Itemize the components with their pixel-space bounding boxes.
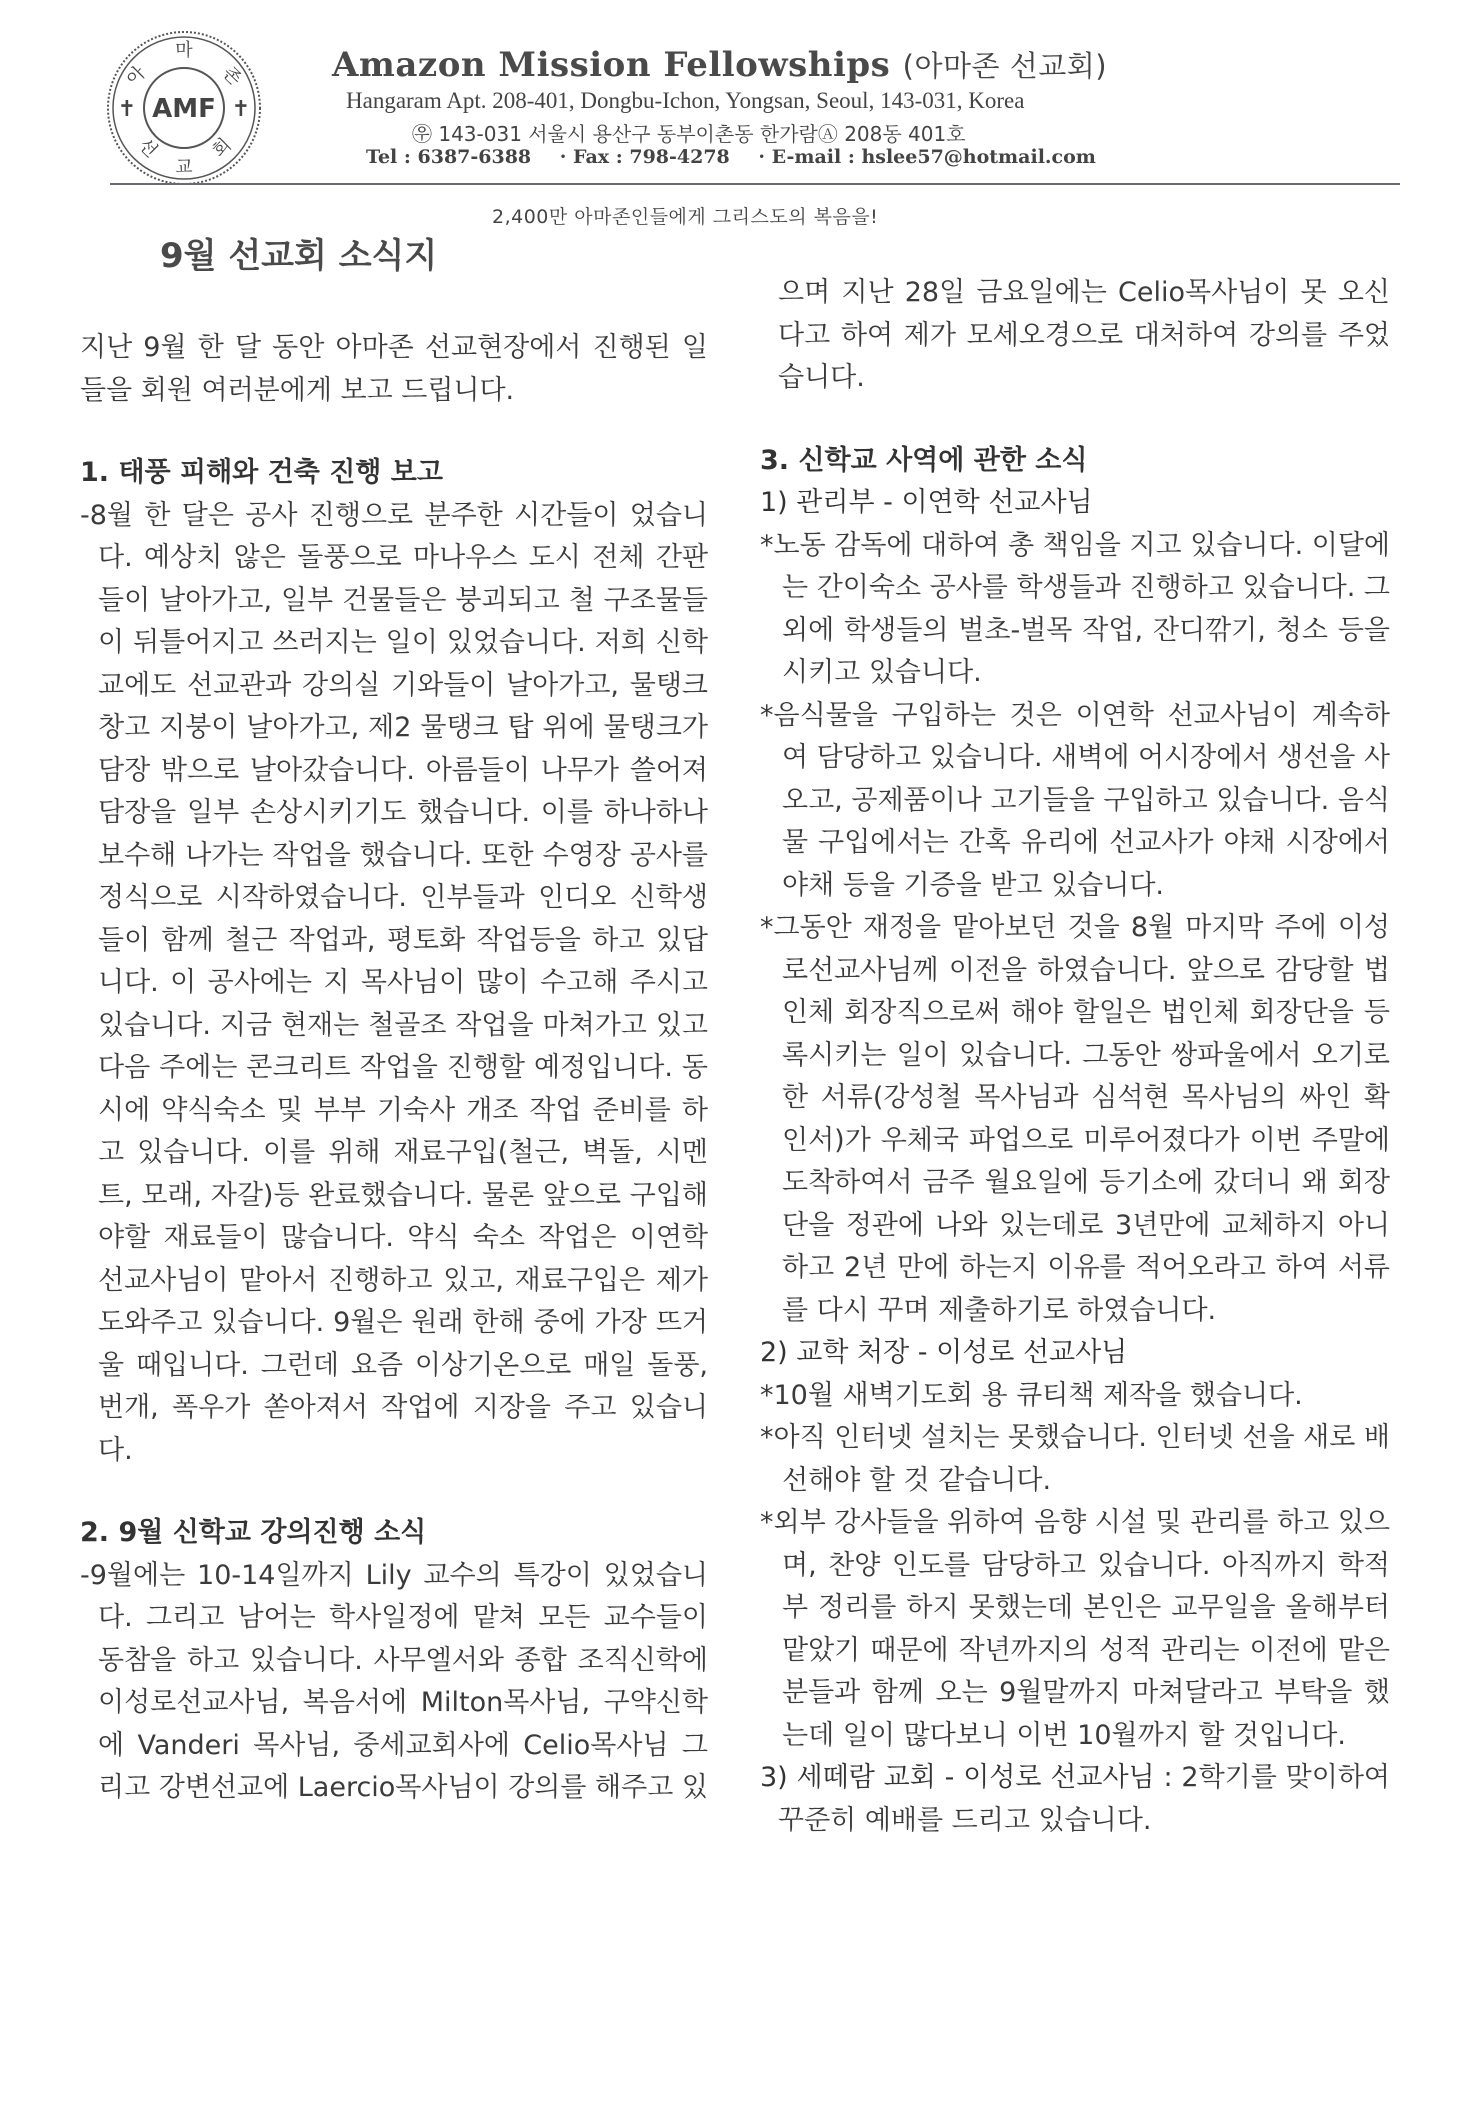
bullet-item: *음식물을 구입하는 것은 이연학 선교사님이 계속하여 담당하고 있습니다. 새벽에 어시장에서 생선을 사오고, 공제품이나 고기들을 구입하고 있습니다. 음식물 구입에서는 간혹 유리에 선교사가 야채 시장에서 야채 등을 기증을 받고 있습니다. <box>760 699 1390 901</box>
address-korean: ㉾ 143-031 서울시 용산구 동부이촌동 한가람Ⓐ 208동 401호 <box>412 122 966 146</box>
amf-seal-logo <box>104 28 264 188</box>
organization-name-en: Amazon Mission Fellowships <box>332 45 891 85</box>
svg-text:교: 교 <box>175 157 193 178</box>
svg-text:존: 존 <box>218 62 246 90</box>
organization-name <box>332 44 1107 85</box>
cross-icon: ✝ <box>117 97 137 122</box>
bullet-item: *외부 강사들을 위하여 음향 시설 및 관리를 하고 있으며, 찬양 인도를 담당하고 있습니다. 아직까지 학적부 정리를 하지 못했는데 본인은 교무일을 올해부터 맡았기 때문에 작년까지의 성적 관리는 이전에 맡은 분들과 함께 오는 9월말까지 마쳐달라고 부탁을 했는데 일이 많다보니 이번 10월까지 할 것입니다. <box>760 1507 1390 1751</box>
intro-paragraph: 지난 9월 한 달 동안 아마존 선교현장에서 진행된 일들을 회원 여러분에게 보고 드립니다. <box>80 332 708 406</box>
right-column <box>760 272 1390 1842</box>
subsection-heading-academic: 2) 교학 처장 - 이성로 선교사님 <box>760 1337 1128 1368</box>
subsection-church <box>760 1757 1390 1842</box>
svg-text:회: 회 <box>208 134 236 162</box>
cross-icon: ✝ <box>231 97 251 122</box>
svg-text:아: 아 <box>122 62 150 90</box>
bullet-item: *아직 인터넷 설치는 못했습니다. 인터넷 선을 새로 배선해야 할 것 같습니다. <box>760 1422 1390 1496</box>
email-address: · E-mail : hslee57@hotmail.com <box>758 146 1096 168</box>
section-body-2: -9월에는 10-14일까지 Lily 교수의 특강이 있었습니다. 그리고 남어는 학사일정에 맡쳐 모든 교수들이 동참을 하고 있습니다. 사무엘서와 종합 조직신학에 이성로선교사님, 복음서에 Milton목사님, 구약신학에 Vanderi 목사님, 중세교회사에 Celio목사님 그리고 강변선교에 Laercio목사님이 강의를 해주고 있 <box>80 1559 708 1803</box>
seal-center-text: AMF <box>152 94 216 124</box>
svg-text:마: 마 <box>175 40 193 61</box>
header-divider <box>110 183 1400 185</box>
subsection-heading-management: 1) 관리부 - 이연학 선교사님 <box>760 487 1093 518</box>
newsletter-title: 9월 선교회 소식지 <box>160 236 438 276</box>
organization-name-kr: (아마존 선교회) <box>902 49 1108 83</box>
section-heading-3: 3. 신학교 사역에 관한 소식 <box>760 444 1088 476</box>
section-body-2-continued: 으며 지난 28일 금요일에는 Celio목사님이 못 오신다고 하여 제가 모세오경으로 대처하여 강의를 주었습니다. <box>778 277 1390 393</box>
svg-text:선: 선 <box>134 134 162 162</box>
contact-line <box>366 146 1118 168</box>
bullet-item: *노동 감독에 대하여 총 책임을 지고 있습니다. 이달에는 간이숙소 공사를 학생들과 진행하고 있습니다. 그 외에 학생들의 벌초-벌목 작업, 잔디깎기, 청소 등을 시키고 있습니다. <box>760 529 1390 688</box>
letterhead <box>0 0 1468 190</box>
subsection-heading-church: 3) 세떼람 교회 - 이성로 선교사님 <box>760 1762 1155 1793</box>
bullet-item: *10월 새벽기도회 용 큐티책 제작을 했습니다. <box>760 1379 1303 1411</box>
left-column <box>80 327 708 1810</box>
address-english: Hangaram Apt. 208-401, Dongbu-Ichon, Yongsan, Seoul, 143-031, Korea <box>346 88 1025 113</box>
telephone: Tel : 6387-6388 <box>366 146 532 168</box>
slogan: 2,400만 아마존인들에게 그리스도의 복음을! <box>492 206 879 228</box>
section-heading-2: 2. 9월 신학교 강의진행 소식 <box>80 1517 427 1548</box>
fax: · Fax : 798-4278 <box>559 146 730 168</box>
section-body-1: -8월 한 달은 공사 진행으로 분주한 시간들이 었습니다. 예상치 않은 돌풍으로 마나우스 도시 전체 간판들이 날아가고, 일부 건물들은 붕괴되고 철 구조물들이 뒤틀어지고 쓰러지는 일이 있었습니다. 저희 신학교에도 선교관과 강의실 기와들이 날아가고, 물탱크 창고 지붕이 날아가고, 제2 물탱크 탑 위에 물탱크가 담장 밖으로 날아갔습니다. 아름들이 나무가 쓸어져 담장을 일부 손상시키기도 했습니다. 이를 하나하나 보수해 나가는 작업을 했습니다. 또한 수영장 공사를 정식으로 시작하였습니다. 인부들과 인디오 신학생들이 함께 철근 작업과, 평토화 작업등을 하고 있답니다. 이 공사에는 지 목사님이 많이 수고해 주시고 있습니다. 지금 현재는 철골조 작업을 마쳐가고 있고 다음 주에는 콘크리트 작업을 진행할 예정입니다. 동시에 약식숙소 및 부부 기숙사 개조 작업 준비를 하고 있습니다. 이를 위해 재료구입(철근, 벽돌, 시멘트, 모래, 자갈)등 완료했습니다. 물론 앞으로 구입해야할 재료들이 많습니다. 약식 숙소 작업은 이연학 선교사님이 맡아서 진행하고 있고, 재료구입은 제가 도와주고 있습니다. 9월은 원래 한해 중에 가장 뜨거울 때입니다. 그런데 요즘 이상기온으로 매일 돌풍, 번개, 폭우가 쏟아져서 작업에 지장을 주고 있습니다. <box>80 499 708 1466</box>
bullet-item: *그동안 재정을 맡아보던 것을 8월 마지막 주에 이성로선교사님께 이전을 하였습니다. 앞으로 감당할 법인체 회장직으로써 해야 할일은 법인체 회장단을 등록시키는 일이 있습니다. 그동안 쌍파울에서 오기로 한 서류(강성철 목사님과 심석현 목사님의 싸인 확인서)가 우체국 파업으로 미루어졌다가 이번 주말에 도착하여서 금주 월요일에 등기소에 갔더니 왜 회장단을 정관에 나와 있는데로 3년만에 교체하지 아니하고 2년 만에 하는지 이유를 적어오라고 하여 서류를 다시 꾸며 제출하기로 하였습니다. <box>760 912 1390 1326</box>
section-heading-1: 1. 태풍 피해와 건축 진행 보고 <box>80 457 443 488</box>
subsection-body-church: : 2학기를 맞이하여 꾸준히 예배를 드리고 있습니다. <box>778 1762 1390 1836</box>
